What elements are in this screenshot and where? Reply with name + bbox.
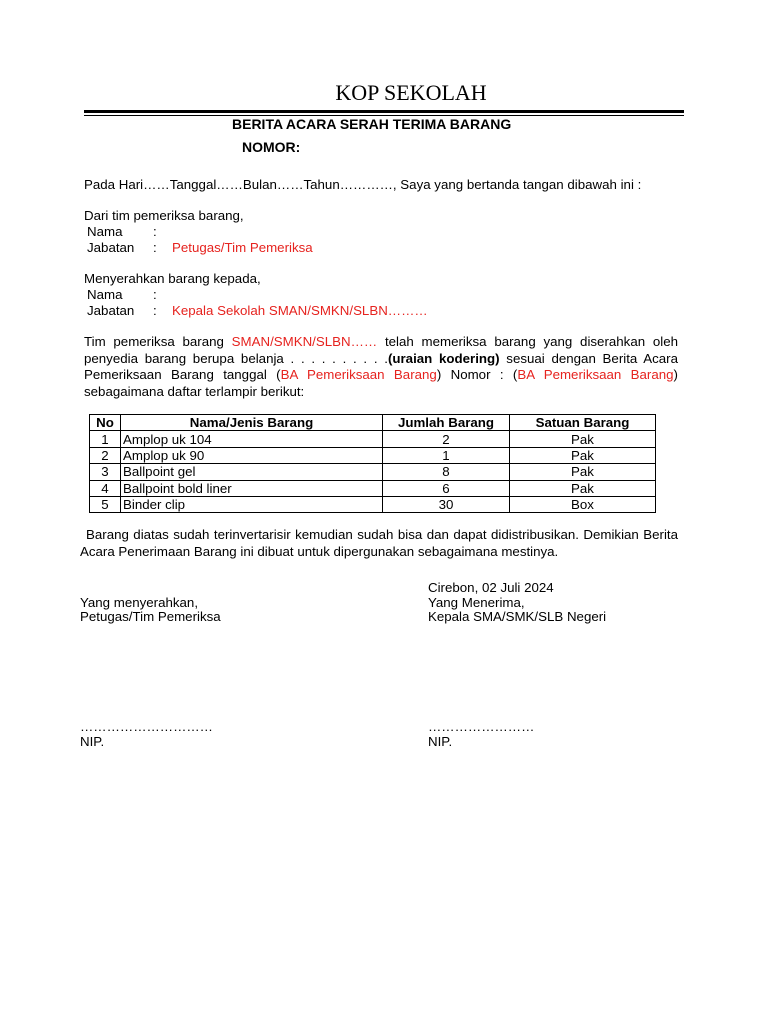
table-row (90, 431, 656, 447)
body-text-7: ) Nomor : ( (436, 367, 518, 382)
document-title: BERITA ACARA SERAH TERIMA BARANG (232, 116, 512, 132)
section1-nama-label: Nama (87, 224, 123, 239)
closing-paragraph: Barang diatas sudah terinvertarisir kemudian sudah bisa dan dapat didistribusikan. Demikian Berita Acara Penerimaan Barang ini dibuat untuk dipergunakan sebagaimana mestinya. (80, 527, 678, 559)
section2-jabatan-value: Kepala Sekolah SMAN/SMKN/SLBN……… (172, 303, 428, 318)
table-row (90, 480, 656, 496)
body-text-9: ) sebagaimana daftar terlampir berikut: (84, 367, 678, 399)
signature-left-nip: NIP. (80, 734, 105, 749)
body-uraian-kodering: (uraian kodering) (387, 350, 500, 366)
section2-nama-colon: : (153, 287, 157, 302)
cell-satuan: Box (510, 496, 656, 512)
cell-nama: Amplop uk 90 (121, 447, 383, 463)
signature-left-title: Petugas/Tim Pemeriksa (80, 609, 221, 624)
header-satuan: Satuan Barang (510, 415, 656, 431)
body-ba-date-placeholder: BA Pemeriksaan Barang (280, 367, 437, 382)
signature-place-date: Cirebon, 02 Juli 2024 (428, 580, 554, 595)
cell-satuan: Pak (510, 431, 656, 447)
section2-heading: Menyerahkan barang kepada, (84, 271, 261, 286)
cell-nama: Binder clip (121, 496, 383, 512)
header-nama: Nama/Jenis Barang (121, 415, 383, 431)
table-row (90, 496, 656, 512)
section2-jabatan-colon: : (153, 303, 157, 318)
signature-right-dots: …………………… (428, 719, 535, 734)
body-ba-number-placeholder: BA Pemeriksaan Barang (517, 367, 674, 382)
cell-jumlah: 8 (383, 464, 510, 480)
header-jumlah: Jumlah Barang (383, 415, 510, 431)
signature-right-title: Kepala SMA/SMK/SLB Negeri (428, 609, 607, 624)
letterhead-title: KOP SEKOLAH (335, 80, 487, 105)
body-text-1: Tim pemeriksa barang (84, 334, 232, 349)
cell-no: 1 (90, 431, 121, 447)
cell-satuan: Pak (510, 447, 656, 463)
section1-jabatan-value: Petugas/Tim Pemeriksa (172, 240, 313, 255)
signature-right-nip: NIP. (428, 734, 453, 749)
letterhead-rule-thick (84, 110, 684, 113)
table-header-row (90, 415, 656, 431)
cell-satuan: Pak (510, 464, 656, 480)
cell-no: 5 (90, 496, 121, 512)
signature-left-role: Yang menyerahkan, (80, 595, 199, 610)
section1-nama-colon: : (153, 224, 157, 239)
body-text-3: telah memeriksa barang yang diserahkan oleh penyedia barang berupa belanja . . . . . . . . . . (84, 334, 678, 366)
cell-jumlah: 2 (383, 431, 510, 447)
header-no: No (90, 415, 121, 431)
document-number-label: NOMOR: (242, 139, 301, 155)
cell-no: 2 (90, 447, 121, 463)
opening-line: Pada Hari……Tanggal……Bulan……Tahun…………, Saya yang bertanda tangan dibawah ini : (84, 177, 642, 192)
section2-jabatan-label: Jabatan (87, 303, 135, 318)
signature-left-dots: ………………………… (80, 719, 213, 734)
cell-no: 4 (90, 480, 121, 496)
body-school-placeholder: SMAN/SMKN/SLBN…… (231, 334, 378, 349)
cell-jumlah: 6 (383, 480, 510, 496)
cell-nama: Amplop uk 104 (121, 431, 383, 447)
cell-jumlah: 1 (383, 447, 510, 463)
section1-jabatan-label: Jabatan (87, 240, 135, 255)
body-paragraph (84, 334, 678, 400)
section2-nama-label: Nama (87, 287, 123, 302)
cell-nama: Ballpoint gel (121, 464, 383, 480)
section1-jabatan-colon: : (153, 240, 157, 255)
section1-heading: Dari tim pemeriksa barang, (84, 208, 244, 223)
cell-no: 3 (90, 464, 121, 480)
signature-right-role: Yang Menerima, (428, 595, 525, 610)
cell-jumlah: 30 (383, 496, 510, 512)
table-row (90, 447, 656, 463)
goods-table (89, 414, 656, 513)
table-row (90, 464, 656, 480)
cell-nama: Ballpoint bold liner (121, 480, 383, 496)
cell-satuan: Pak (510, 480, 656, 496)
body-text-5: sesuai dengan Berita Acara Pemeriksaan Barang tanggal ( (84, 350, 679, 382)
